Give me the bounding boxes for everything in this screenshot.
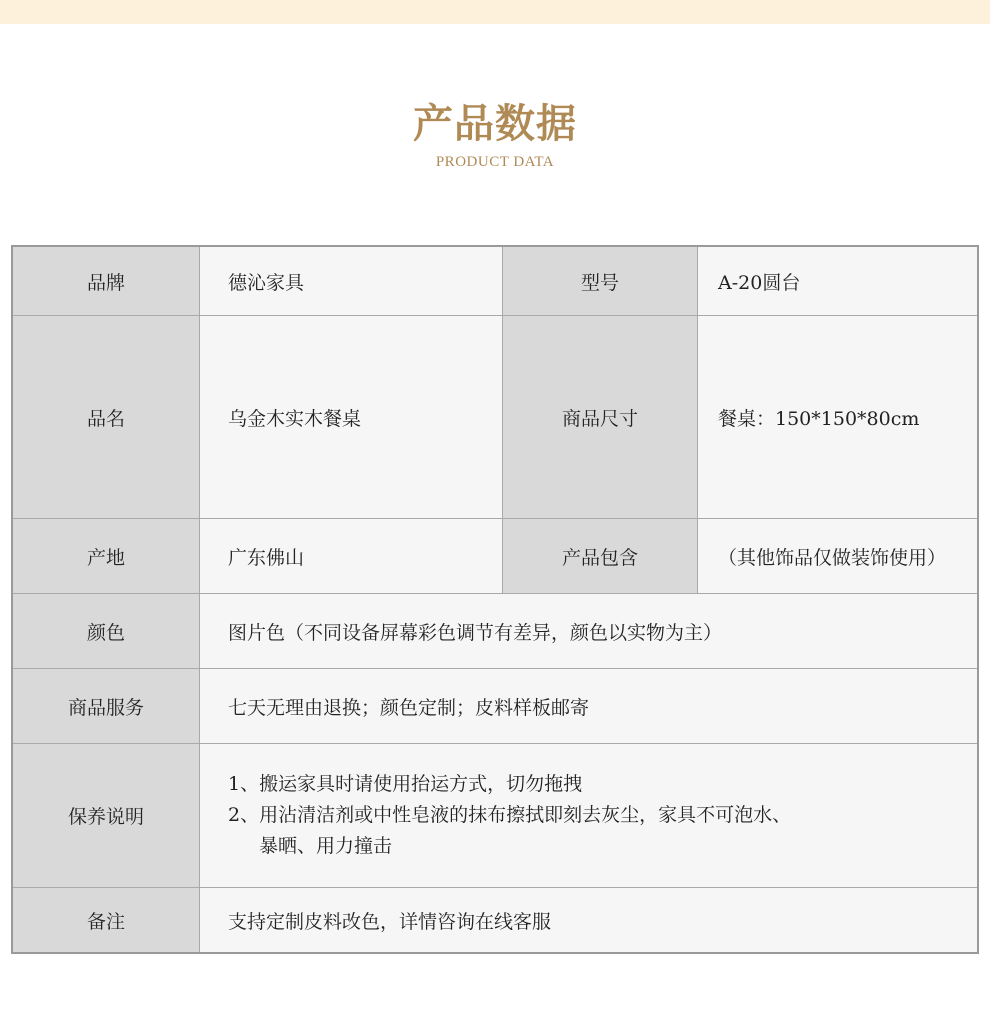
origin-label: 产地 [12, 519, 200, 594]
size-label: 商品尺寸 [503, 316, 698, 519]
name-value: 乌金木实木餐桌 [200, 316, 503, 519]
note-value: 支持定制皮料改色，详情咨询在线客服 [200, 888, 979, 954]
model-label: 型号 [503, 246, 698, 316]
model-value: A-20圆台 [698, 246, 979, 316]
care-instructions [200, 744, 979, 888]
table-row [12, 519, 978, 594]
includes-value: （其他饰品仅做装饰使用） [698, 519, 979, 594]
brand-label: 品牌 [12, 246, 200, 316]
table-row [12, 744, 978, 888]
table-row [12, 246, 978, 316]
section-title: 产品数据 [413, 100, 577, 147]
care-line-2: 2、用沾清洁剂或中性皂液的抹布擦拭即刻去灰尘，家具不可泡水、 [228, 804, 792, 826]
section-subtitle: PRODUCT DATA [435, 154, 555, 170]
section-heading [0, 96, 990, 171]
top-banner-band [0, 0, 990, 24]
product-spec-table [11, 245, 979, 954]
note-label: 备注 [12, 888, 200, 954]
table-row [12, 594, 978, 669]
brand-value: 德沁家具 [200, 246, 503, 316]
color-value: 图片色（不同设备屏幕彩色调节有差异，颜色以实物为主） [200, 594, 979, 669]
includes-label: 产品包含 [503, 519, 698, 594]
care-label: 保养说明 [12, 744, 200, 888]
table-row [12, 669, 978, 744]
table-row [12, 888, 978, 954]
name-label: 品名 [12, 316, 200, 519]
size-value: 餐桌：150*150*80cm [698, 316, 979, 519]
color-label: 颜色 [12, 594, 200, 669]
service-label: 商品服务 [12, 669, 200, 744]
care-line-1: 1、搬运家具时请使用抬运方式，切勿拖拽 [228, 773, 583, 795]
service-value: 七天无理由退换；颜色定制；皮料样板邮寄 [200, 669, 979, 744]
origin-value: 广东佛山 [200, 519, 503, 594]
care-line-3: 暴晒、用力撞击 [259, 835, 393, 857]
table-row [12, 316, 978, 519]
